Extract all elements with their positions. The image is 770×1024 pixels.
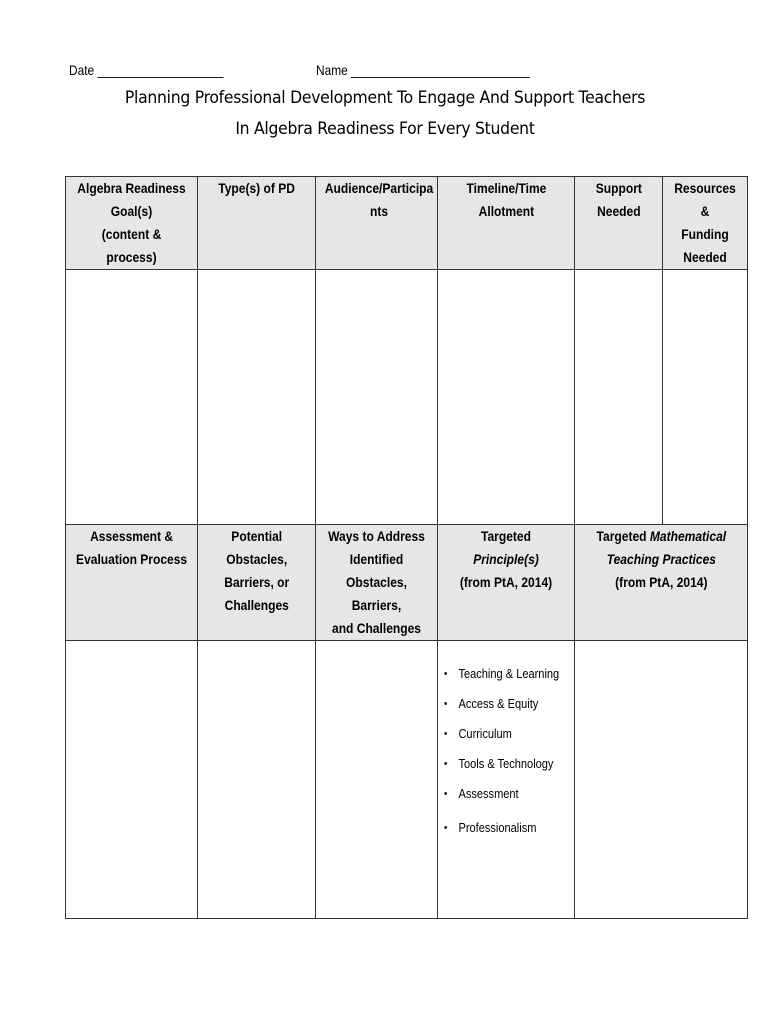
entry-row-1 (66, 270, 748, 525)
pd-type-entry-cell[interactable] (198, 270, 316, 525)
pd-planning-table (65, 176, 748, 919)
header-row-1 (66, 177, 748, 270)
header-targeted-principles: Targeted Principle(s) (from PtA, 2014) (438, 525, 575, 641)
assessment-entry-cell[interactable] (66, 641, 198, 919)
header-resources: Resources & Funding Needed (663, 177, 748, 270)
list-item: • Teaching & Learning (444, 666, 560, 681)
ways-entry-cell[interactable] (316, 641, 438, 919)
header-targeted-practices: Targeted Mathematical Teaching Practices (from PtA, 2014) (575, 525, 748, 641)
entry-row-2 (66, 641, 748, 919)
practices-entry-cell[interactable] (575, 641, 748, 919)
header-timeline: Timeline/Time Allotment (438, 177, 575, 270)
list-item: • Assessment (444, 786, 519, 801)
date-field[interactable]: Date ___________________ (69, 62, 224, 78)
page-title-line2: In Algebra Readiness For Every Student (235, 119, 535, 139)
list-item: • Curriculum (444, 726, 512, 741)
name-field[interactable]: Name ___________________________ (316, 62, 530, 78)
header-pd-type: Type(s) of PD (198, 177, 316, 270)
audience-entry-cell[interactable] (316, 270, 438, 525)
header-goals: Algebra Readiness Goal(s) (content & process) (66, 177, 198, 270)
obstacles-entry-cell[interactable] (198, 641, 316, 919)
list-item: • Tools & Technology (444, 756, 554, 771)
support-entry-cell[interactable] (575, 270, 663, 525)
header-row-2 (66, 525, 748, 641)
page-title-line1: Planning Professional Development To Engage And Support Teachers (124, 88, 646, 108)
goals-entry-cell[interactable] (66, 270, 198, 525)
header-support: Support Needed (575, 177, 663, 270)
timeline-entry-cell[interactable] (438, 270, 575, 525)
principles-list (438, 641, 574, 843)
list-item: • Access & Equity (444, 696, 539, 711)
header-obstacles: Potential Obstacles, Barriers, or Challenges (198, 525, 316, 641)
principles-cell (438, 641, 575, 919)
list-item: • Professionalism (444, 820, 537, 835)
header-assessment: Assessment & Evaluation Process (66, 525, 198, 641)
header-ways-to-address: Ways to Address Identified Obstacles, Barriers, and Challenges (316, 525, 438, 641)
resources-entry-cell[interactable] (663, 270, 748, 525)
header-audience: Audience/Participa nts (316, 177, 438, 270)
